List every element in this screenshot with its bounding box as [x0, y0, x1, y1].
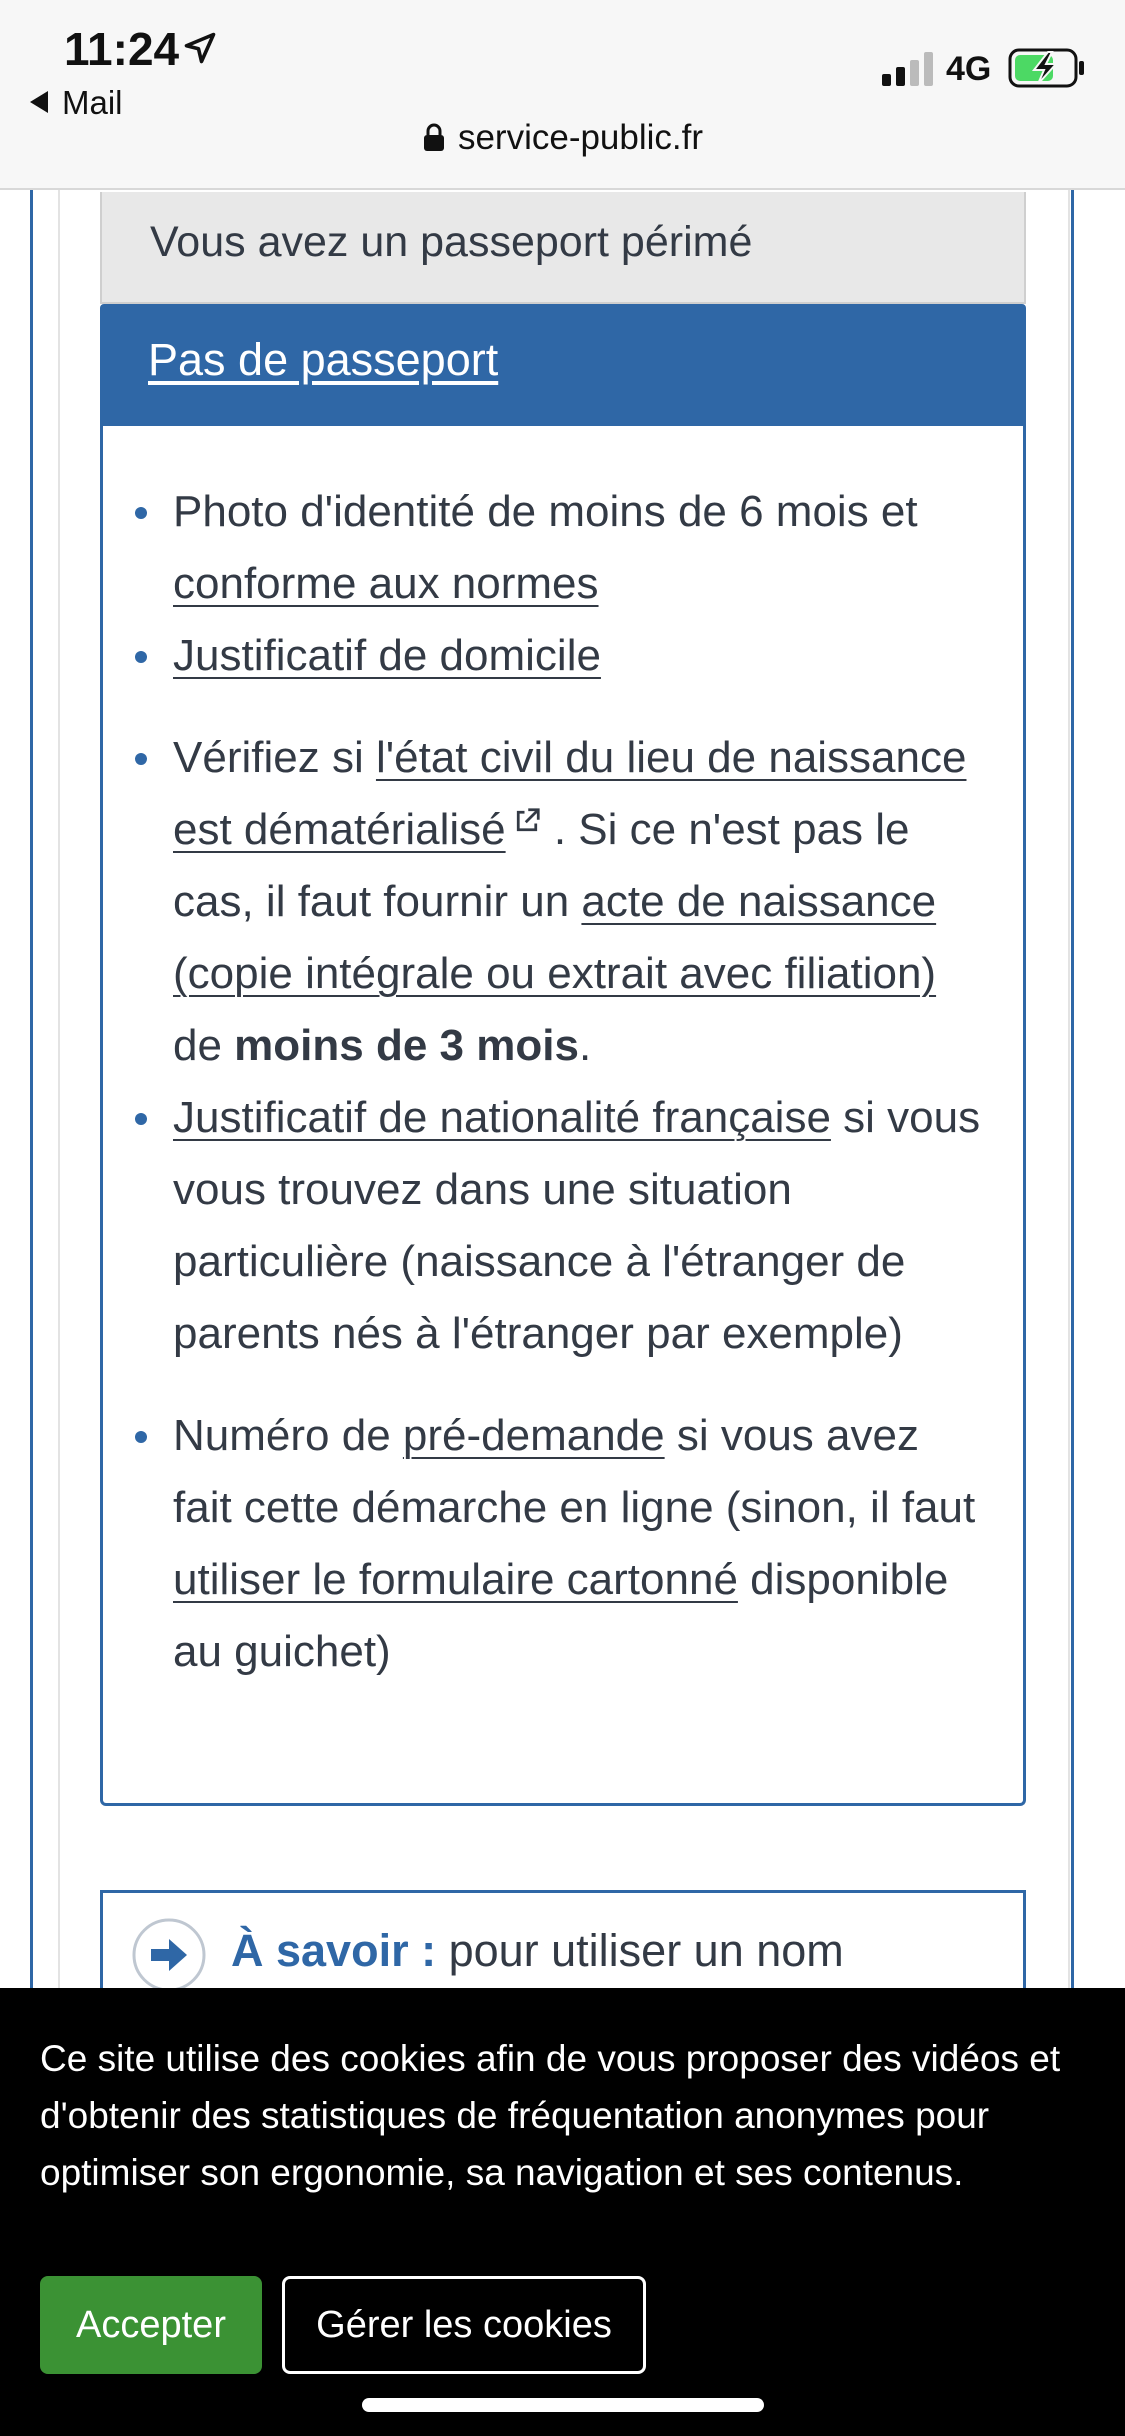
cellular-signal-icon [882, 52, 934, 86]
a-savoir-label: À savoir : [231, 1925, 437, 1976]
document-list [173, 476, 987, 1688]
a-savoir-text: À savoir : pour utiliser un nom [231, 1925, 844, 1976]
document-list-panel [100, 426, 1026, 1806]
network-type: 4G [946, 50, 992, 88]
battery-charging-icon [1008, 48, 1086, 88]
lock-icon [422, 122, 446, 152]
tab-passeport-perime-label: Vous avez un passeport périmé [150, 218, 753, 266]
url-text: service-public.fr [457, 118, 704, 157]
accept-cookies-button[interactable]: Accepter [40, 2276, 262, 2374]
link-acte-de-naissance[interactable]: acte de naissance (copie intégrale ou extrait avec filiation) [173, 877, 937, 998]
link-justificatif-domicile[interactable]: Justificatif de domicile [173, 631, 601, 680]
link-formulaire-cartonne[interactable]: utiliser le formulaire cartonné [173, 1555, 738, 1604]
url-bar[interactable] [0, 118, 1125, 158]
home-indicator[interactable] [362, 2398, 764, 2412]
external-link-icon [512, 806, 542, 836]
link-justificatif-nationalite[interactable]: Justificatif de nationalité française [173, 1093, 831, 1142]
back-to-app-button[interactable] [30, 84, 123, 122]
arrow-right-circle-icon [131, 1917, 207, 1993]
list-item-pre-demande: Numéro de pré-demande si vous avez fait cette démarche en ligne (sinon, il faut utiliser le formulaire cartonné disponible au guichet) [173, 1400, 987, 1688]
tab-passeport-perime[interactable] [100, 192, 1026, 304]
location-arrow-icon [182, 30, 218, 66]
manage-cookies-button[interactable]: Gérer les cookies [282, 2276, 646, 2374]
back-app-label: Mail [62, 84, 123, 121]
cookie-message: Ce site utilise des cookies afin de vous proposer des vidéos et d'obtenir des statistiques de fréquentation anonymes pour optimiser son ergonomie, sa navigation et ses contenus. [40, 2038, 1061, 2193]
list-item-domicile [173, 620, 987, 692]
tab-pas-de-passeport[interactable] [100, 304, 1026, 426]
back-triangle-icon [30, 91, 48, 113]
list-item-etat-civil: Vérifiez si l'état civil du lieu de naissance est dématérialisé . Si ce n'est pas le cas, il faut fournir un acte de naissance (copie intégrale ou extrait avec filiation) de moins de 3 mois. [173, 722, 987, 1082]
list-item-nationalite: Justificatif de nationalité française si vous vous trouvez dans une situation particulière (naissance à l'étranger de parents nés à l'étranger par exemple) [173, 1082, 987, 1370]
status-bar [0, 0, 1125, 190]
link-etat-civil-dematerialise[interactable]: l'état civil du lieu de naissance est dématérialisé [173, 733, 967, 854]
status-time: 11:24 [64, 23, 180, 75]
link-pre-demande[interactable]: pré-demande [402, 1411, 665, 1460]
list-item-photo: Photo d'identité de moins de 6 mois et conforme aux normes [173, 476, 987, 620]
tab-pas-de-passeport-label[interactable]: Pas de passeport [148, 334, 499, 385]
link-normes-photo[interactable]: conforme aux normes [173, 559, 599, 608]
